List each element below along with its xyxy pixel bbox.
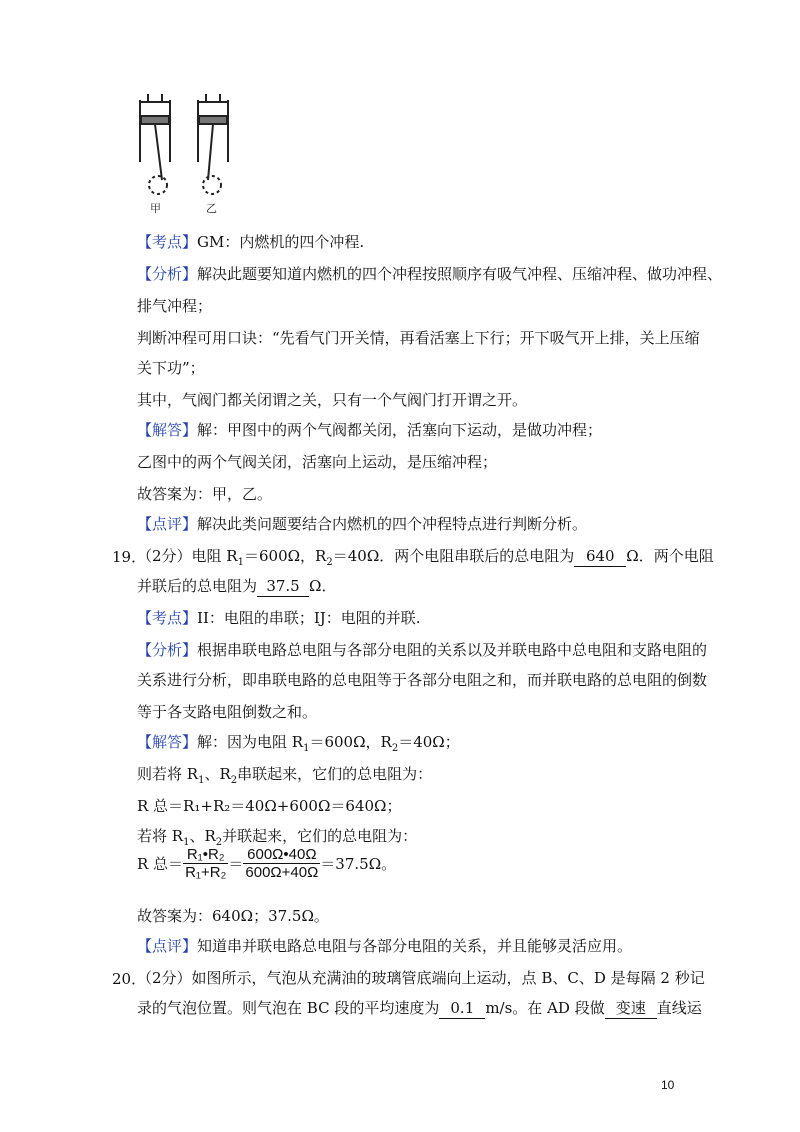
q18-dianping xyxy=(137,514,587,534)
formula-fraction-1: $\frac{\text{R₁•R₂}}{\text{R₁+R₂}}$ xyxy=(185,846,227,881)
engine-diagram-left xyxy=(140,94,170,194)
q19-fenxi-line3: 等于各支路电阻倒数之和。 xyxy=(137,703,318,721)
q18-fenxi-line4: 关下功”； xyxy=(137,359,205,377)
q19-jieda: 【解答】解：因为电阻 $R_1=600\Omega$，$R_2=40\Omega$； xyxy=(137,733,460,754)
engine-strokes-figure xyxy=(128,92,238,217)
fenxi-tag: 【分析】 xyxy=(137,265,198,283)
q19-dianping: 【点评】知道串并联电路总电阻与各部分电阻的关系，并且能够灵活应用。 xyxy=(137,937,633,955)
q19-fenxi-line2: 关系进行分析，即串联电路的总电阻等于各部分电阻之和，而并联电路的总电阻的倒数 xyxy=(137,671,708,689)
q19-jieda-line4: 若将 $R_1$、$R_2$并联起来，它们的总电阻为： xyxy=(137,827,418,848)
q19-kaodian: 【考点】II：电阻的串联；IJ：电阻的并联. xyxy=(137,609,421,627)
q20-stem: （2分）如图所示，气泡从充满油的玻璃管底端向上运动，点 B、C、D 是每隔 2 秒记 xyxy=(137,969,705,987)
q19-jieda-line2: 则若将 $R_1$、$R_2$串联起来，它们的总电阻为： xyxy=(137,765,433,786)
jieda-text: 解：甲图中的两个气阀都关闭，活塞向下运动，是做功冲程； xyxy=(197,421,603,439)
q19-jieda-line5: 故答案为：640Ω；37.5Ω。 xyxy=(137,907,329,925)
engine-diagram-right xyxy=(198,94,228,194)
dianping-text: 解决此类问题要结合内燃机的四个冲程特点进行判断分析。 xyxy=(197,515,588,533)
answer-blank-2: 37.5 xyxy=(257,576,309,597)
q18-fenxi-line2: 排气冲程； xyxy=(137,297,213,315)
kaodian-text: GM：内燃机的四个冲程. xyxy=(197,233,365,251)
q19-fenxi: 【分析】根据串联电路总电阻与各部分电阻的关系以及并联电路中总电阻和支路电阻的 xyxy=(137,641,708,659)
figure-label-right: 乙 xyxy=(206,202,217,215)
q19-jieda-line3: R 总＝R₁+R₂＝40Ω+600Ω＝640Ω； xyxy=(137,797,402,815)
q18-fenxi-line3: 判断冲程可用口诀：“先看气门开关情，再看活塞上下行；开下吸气开上排，关上压缩 xyxy=(137,329,700,347)
q18-jieda-line3: 故答案为：甲，乙。 xyxy=(137,485,273,503)
kaodian-tag: 【考点】 xyxy=(137,233,198,251)
question-number-20: 20． xyxy=(112,970,147,988)
formula-fraction-2: $\frac{600\Omega•40\Omega}{600\Omega+40\Omega}$ xyxy=(245,846,319,881)
figure-label-left: 甲 xyxy=(150,202,161,215)
answer-blank-4: 变速 xyxy=(605,998,657,1019)
q18-jieda xyxy=(137,420,602,440)
q19-stem: （2分）电阻 $R_1=600\Omega$，$R_2=40\Omega$．两个电阻串联后的总电阻为 640 Ω．两个电阻 xyxy=(137,547,714,568)
page-number: 10 xyxy=(661,1078,675,1092)
answer-blank-1: 640 xyxy=(574,546,626,567)
dianping-tag: 【点评】 xyxy=(137,515,198,533)
question-number-19: 19． xyxy=(112,548,147,566)
q18-jieda-line2: 乙图中的两个气阀关闭，活塞向上运动，是压缩冲程； xyxy=(137,453,498,471)
q18-kaodian xyxy=(137,232,364,252)
q18-fenxi xyxy=(137,264,722,284)
q20-stem-line2: 录的气泡位置。则气泡在 BC 段的平均速度为 0.1 m/s。在 AD 段做 变速 直线运 xyxy=(137,999,702,1017)
parallel-resistance-formula: R 总＝ $\frac{\text{R₁•R₂}}{\text{R₁+R₂}}$ ＝ $\frac{600\Omega•40\Omega}{600\Omega+40\Omega}$ ＝37.5Ω。 xyxy=(137,846,397,881)
q18-fenxi-line5: 其中，气阀门都关闭谓之关，只有一个气阀门打开谓之开。 xyxy=(137,391,528,409)
fenxi-text: 解决此题要知道内燃机的四个冲程按照顺序有吸气冲程、压缩冲程、做功冲程、 xyxy=(197,265,723,283)
q19-stem-line2: 并联后的总电阻为 37.5 Ω． xyxy=(137,577,337,595)
jieda-tag: 【解答】 xyxy=(137,421,198,439)
answer-blank-3: 0.1 xyxy=(439,998,485,1019)
